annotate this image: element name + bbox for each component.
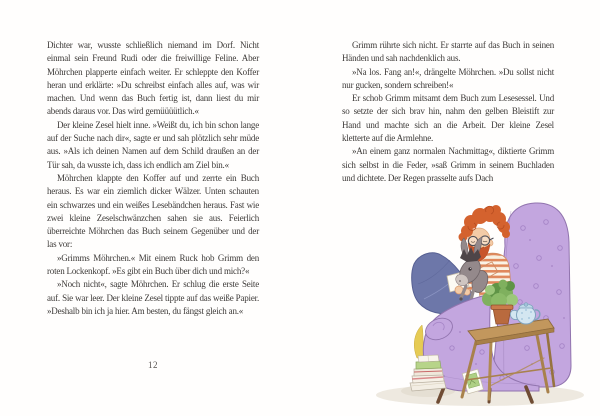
page-number: 12 bbox=[148, 360, 158, 370]
right-page-text bbox=[342, 39, 554, 185]
book-paragraph: Er schob Grimm mitsamt dem Buch zum Lesesessel. Und so setzte der sich brav hin, nahm den gelben Bleistift zur Hand und machte sich an die Arbeit. Der kleine Zesel kletterte auf die Armlehne. bbox=[342, 93, 554, 144]
book-paragraph: »Noch nicht«, sagte Möhrchen. Er schlug die erste Seite auf. Sie war leer. Der kleine Zesel tippte auf das weiße Papier. »Deshalb bin ich ja hier. Am besten, du fängst gleich an.« bbox=[47, 279, 259, 316]
left-page-text bbox=[47, 39, 259, 318]
book-paragraph: Grimm rührte sich nicht. Er starrte auf das Buch in seinen Händen und sah nachdenklich aus. bbox=[342, 40, 554, 64]
book-paragraph: »An einem ganz normalen Nachmittag«, diktierte Grimm sich selbst in die Feder, »saß Grimm in seinem Buchladen und dichtete. Der Regen prasselte aufs Dach bbox=[342, 146, 554, 183]
armchair-illustration bbox=[340, 200, 592, 416]
book-paragraph: Der kleine Zesel hielt inne. »Weißt du, ich bin schon lange auf der Suche nach dir«, sagte er und sah plötzlich sehr müde aus. »Als ich deinen Namen auf dem Schild draußen an der Tür sah, da wusste ich, dass ich endlich am Ziel bin.« bbox=[47, 119, 259, 170]
book-paragraph: »Na los. Fang an!«, drängelte Möhrchen. »Du sollst nicht nur gucken, sondern schreiben!« bbox=[342, 66, 554, 90]
book-paragraph: »Grimms Möhrchen.« Mit einem Ruck hob Grimm den roten Lockenkopf. »Es gibt ein Buch über dich und mich?« bbox=[47, 252, 259, 277]
book-paragraph: Möhrchen klappte den Koffer auf und zerrte ein Buch heraus. Es war ein ziemlich dicker Wälzer. Unten schauten ein schwarzes und ein weißes Lesebändchen heraus. Fast wie zwei kleine Zeselschwänzchen sahen sie aus. Feierlich überreichte Möhrchen das Buch seinem Gegenüber und der las vor: bbox=[47, 172, 259, 250]
book-paragraph: Dichter war, wusste schließlich niemand im Dorf. Nicht einmal sein Freund Rudi oder die freiwillige Feline. Aber Möhrchen plapperte einfach weiter. Er schleppte den Koffer heran und erklärte: »Du schreibst einfach alles auf, was wir machen. Und wenn das Buch fertig ist, dann liest du mir abends daraus vor. Das wird gemüüüütlich.« bbox=[47, 40, 259, 117]
